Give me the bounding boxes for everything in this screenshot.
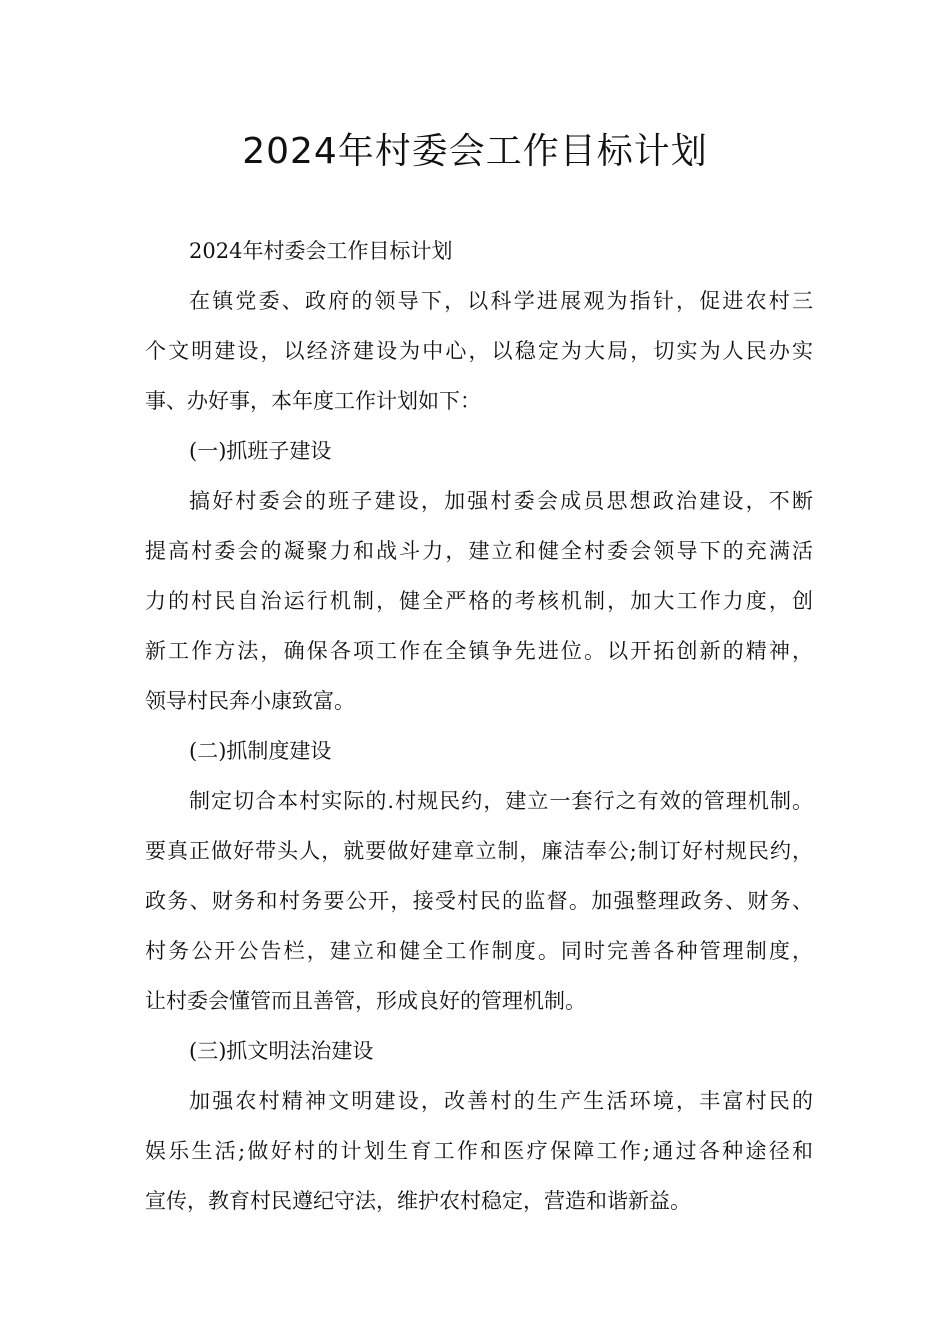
document-title: 2024年村委会工作目标计划 (242, 131, 708, 172)
section-heading: (三)抓文明法治建设 (189, 1039, 374, 1063)
section-heading: (二)抓制度建设 (189, 739, 332, 763)
paragraph-line: 领导村民奔小康致富。 (145, 689, 355, 713)
paragraph-line: 个文明建设，以经济建设为中心，以稳定为大局，切实为人民办实 (145, 339, 813, 363)
paragraph-line: 制定切合本村实际的.村规民约，建立一套行之有效的管理机制。 (189, 789, 813, 813)
paragraph-line: 娱乐生活;做好村的计划生育工作和医疗保障工作;通过各种途径和 (145, 1139, 813, 1163)
paragraph-line: 在镇党委、政府的领导下，以科学进展观为指针，促进农村三 (189, 289, 813, 313)
paragraph-line: 让村委会懂管而且善管，形成良好的管理机制。 (145, 989, 586, 1013)
subtitle-line: 2024年村委会工作目标计划 (189, 239, 453, 263)
paragraph-line: 新工作方法，确保各项工作在全镇争先进位。以开拓创新的精神， (145, 639, 813, 663)
paragraph-line: 要真正做好带头人，就要做好建章立制，廉洁奉公;制订好村规民约， (145, 839, 813, 863)
paragraph-line: 提高村委会的凝聚力和战斗力，建立和健全村委会领导下的充满活 (145, 539, 813, 563)
paragraph-line: 力的村民自治运行机制，健全严格的考核机制，加大工作力度，创 (145, 589, 813, 613)
paragraph-line: 政务、财务和村务要公开，接受村民的监督。加强整理政务、财务、 (145, 889, 813, 913)
document-body (145, 226, 813, 1226)
section-heading: (一)抓班子建设 (189, 439, 332, 463)
paragraph-line: 事、办好事，本年度工作计划如下： (145, 389, 481, 413)
paragraph-line: 加强农村精神文明建设，改善村的生产生活环境，丰富村民的 (189, 1089, 813, 1113)
paragraph-line: 搞好村委会的班子建设，加强村委会成员思想政治建设，不断 (189, 489, 813, 513)
paragraph-line: 村务公开公告栏，建立和健全工作制度。同时完善各种管理制度， (145, 939, 813, 963)
paragraph-line: 宣传，教育村民遵纪守法，维护农村稳定，营造和谐新益。 (145, 1189, 691, 1213)
